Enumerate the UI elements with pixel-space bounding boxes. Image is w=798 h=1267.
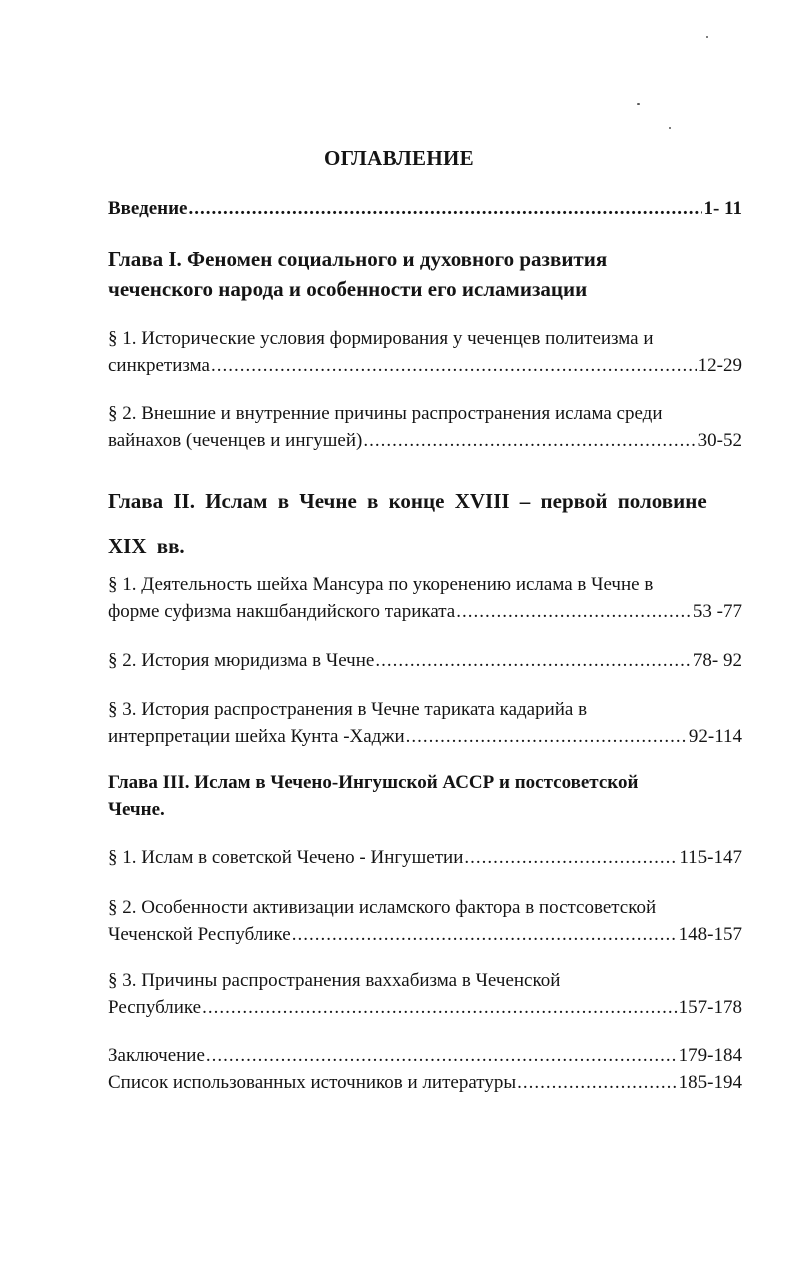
leader-dots <box>292 921 678 948</box>
scan-speck <box>637 103 640 105</box>
leader-dots <box>189 195 703 222</box>
entry-label: § 2. История мюридизма в Чечне <box>108 650 375 671</box>
entry-pages: 78- 92 <box>692 650 742 671</box>
entry-pages: 185-194 <box>678 1072 742 1093</box>
leader-dots <box>363 427 696 454</box>
entry-text-line: § 1. Исторические условия формирования у чеченцев политеизма и <box>108 328 654 349</box>
toc-title: ОГЛАВЛЕНИЕ <box>324 146 474 170</box>
entry-label: Введение <box>108 198 188 219</box>
leader-dots <box>517 1069 678 1096</box>
entry-pages: 148-157 <box>678 924 742 945</box>
entry-text-line: § 2. Внешние и внутренние причины распространения ислама среди <box>108 403 663 424</box>
entry-text-line: § 1. Деятельность шейха Мансура по укоренению ислама в Чечне в <box>108 574 654 595</box>
toc-entry-conclusion <box>108 1042 742 1096</box>
entry-label: форме суфизма накшбандийского тариката <box>108 601 456 622</box>
toc-entry-1-2 <box>108 400 742 454</box>
leader-dots <box>202 994 678 1021</box>
entry-pages: 92-114 <box>688 726 742 747</box>
entry-pages: 1- 11 <box>703 198 742 219</box>
chapter-title-line: XIX вв. <box>108 534 185 558</box>
entry-label: вайнахов (чеченцев и ингушей) <box>108 430 363 451</box>
chapter-title-line: Глава III. Ислам в Чечено-Ингушской АССР и постсоветской <box>108 772 639 793</box>
toc-entry-2-1 <box>108 571 742 625</box>
entry-pages: 30-52 <box>697 430 742 451</box>
toc-entry-1-1 <box>108 325 742 379</box>
chapter-3-heading <box>108 769 742 823</box>
entry-label: Республике <box>108 997 202 1018</box>
leader-dots <box>211 352 697 379</box>
toc-entry-3-2 <box>108 894 742 948</box>
toc-entry-2-3 <box>108 696 742 750</box>
entry-pages: 115-147 <box>679 847 742 868</box>
entry-label: § 1. Ислам в советской Чечено - Ингушетии <box>108 847 464 868</box>
entry-text-line: § 3. История распространения в Чечне тариката кадарийа в <box>108 699 588 720</box>
toc-entry-3-3 <box>108 967 742 1021</box>
toc-entry-2-2 <box>108 647 742 674</box>
leader-dots <box>375 647 692 674</box>
entry-pages: 179-184 <box>678 1045 742 1066</box>
scan-speck <box>669 127 671 129</box>
leader-dots <box>464 844 678 871</box>
chapter-2-heading <box>108 486 742 516</box>
chapter-title-line: Глава I. Феномен социального и духовного развития <box>108 247 608 271</box>
entry-label: Чеченской Республике <box>108 924 291 945</box>
entry-pages: 53 -77 <box>692 601 742 622</box>
entry-label: интерпретации шейха Кунта -Хаджи <box>108 726 405 747</box>
chapter-title-line: чеченского народа и особенности его исламизации <box>108 277 588 301</box>
chapter-2-heading-cont <box>108 531 742 561</box>
entry-label: Список использованных источников и литературы <box>108 1072 517 1093</box>
entry-pages: 157-178 <box>678 997 742 1018</box>
leader-dots <box>456 598 692 625</box>
scan-speck <box>706 36 708 38</box>
chapter-1-heading <box>108 244 742 304</box>
leader-dots <box>206 1042 678 1069</box>
entry-label: синкретизма <box>108 355 210 376</box>
entry-pages: 12-29 <box>697 355 742 376</box>
toc-entry-3-1 <box>108 844 742 871</box>
entry-text-line: § 3. Причины распространения ваххабизма в Чеченской <box>108 970 561 991</box>
toc-entry-bibliography <box>108 1069 742 1096</box>
leader-dots <box>406 723 688 750</box>
toc-entry-intro <box>108 195 742 222</box>
entry-label: Заключение <box>108 1045 205 1066</box>
chapter-title-line: Чечне. <box>108 799 165 820</box>
chapter-title-line: Глава II. Ислам в Чечне в конце XVIII – первой половине <box>108 489 707 513</box>
entry-text-line: § 2. Особенности активизации исламского фактора в постсоветской <box>108 897 657 918</box>
